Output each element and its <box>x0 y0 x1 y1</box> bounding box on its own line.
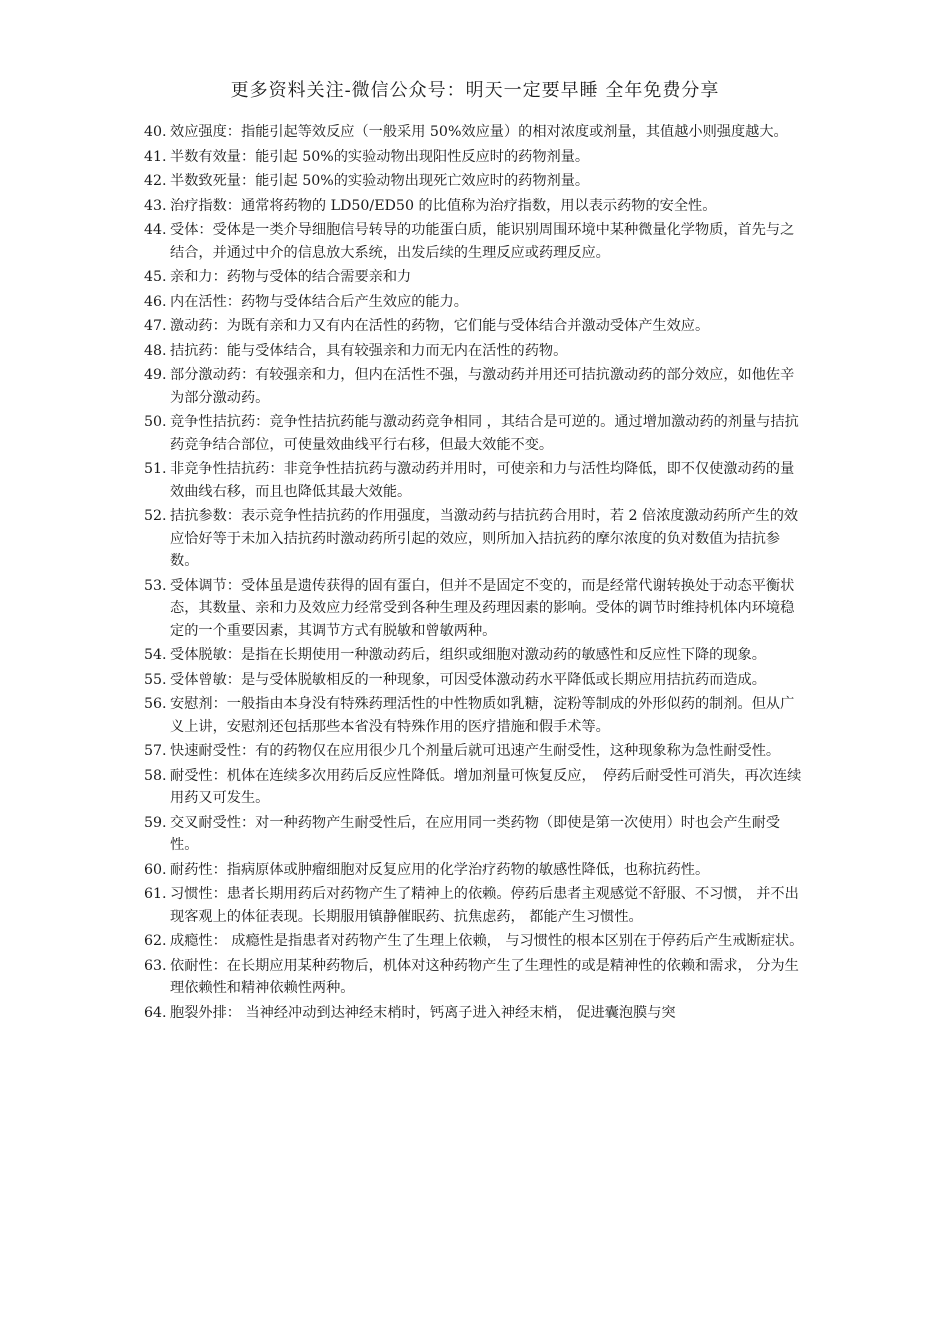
item-text: 半数致死量：能引起 50%的实验动物出现死亡效应时的药物剂量。 <box>170 173 590 189</box>
item-number: 53. <box>144 577 167 594</box>
definition-list <box>144 121 808 1026</box>
item-number: 50. <box>144 414 167 430</box>
list-item <box>144 364 808 409</box>
list-item <box>144 505 808 573</box>
item-text: 拮抗药：能与受体结合，具有较强亲和力而无内在活性的药物。 <box>170 342 568 359</box>
list-item <box>144 411 808 456</box>
item-number: 61. <box>144 886 167 902</box>
item-text: 治疗指数：通常将药物的 LD50/ED50 的比值称为治疗指数，用以表示药物的安全性。 <box>170 197 717 214</box>
item-text: 受体：受体是一类介导细胞信号转导的功能蛋白质，能识别周围环境中某种微量化学物质，首先与之结合，并通过中介的信息放大系统，出发后续的生理反应或药理反应。 <box>170 222 795 261</box>
list-item <box>144 458 808 503</box>
item-number: 45. <box>144 269 167 285</box>
item-text: 依耐性：在长期应用某种药物后，机体对这种药物产生了生理性的或是精神性的依赖和需求， 分为生理依赖性和精神依赖性两种。 <box>170 957 799 996</box>
item-number: 59. <box>144 814 167 831</box>
item-text: 习惯性：患者长期用药后对药物产生了精神上的依赖。停药后患者主观感觉不舒服、不习惯， 并不出现客观上的体征表现。长期服用镇静催眠药、抗焦虑药， 都能产生习惯性。 <box>170 886 799 925</box>
list-item <box>144 765 808 810</box>
list-item <box>144 291 808 314</box>
item-number: 62. <box>144 933 167 949</box>
item-text: 非竞争性拮抗药：非竞争性拮抗药与激动药并用时，可使亲和力与活性均降低，即不仅使激动药的量效曲线右移，而且也降低其最大效能。 <box>170 461 795 500</box>
item-number: 43. <box>144 197 167 214</box>
item-text: 内在活性：药物与受体结合后产生效应的能力。 <box>170 293 468 310</box>
item-text: 受体脱敏：是指在长期使用一种激动药后，组织或细胞对激动药的敏感性和反应性下降的现象。 <box>170 647 766 663</box>
list-item <box>144 170 808 193</box>
item-text: 成瘾性： 成瘾性是指患者对药物产生了生理上依赖， 与习惯性的根本区别在于停药后产生戒断症状。 <box>170 933 804 949</box>
list-item <box>144 859 808 882</box>
item-number: 46. <box>144 293 167 310</box>
item-text: 胞裂外排： 当神经冲动到达神经末梢时，钙离子进入神经末梢， 促进囊泡膜与突 <box>170 1004 676 1021</box>
item-number: 54. <box>144 647 167 663</box>
item-text: 快速耐受性：有的药物仅在应用很少几个剂量后就可迅速产生耐受性，这种现象称为急性耐受性。 <box>170 743 781 759</box>
list-item <box>144 340 808 363</box>
list-item <box>144 669 808 692</box>
item-number: 63. <box>144 957 167 974</box>
list-item <box>144 575 808 643</box>
list-item <box>144 1002 808 1025</box>
item-number: 55. <box>144 671 167 688</box>
item-number: 58. <box>144 767 167 784</box>
list-item <box>144 146 808 169</box>
list-item <box>144 740 808 763</box>
item-text: 半数有效量：能引起 50%的实验动物出现阳性反应时的药物剂量。 <box>170 148 590 165</box>
item-text: 交叉耐受性：对一种药物产生耐受性后，在应用同一类药物（即使是第一次使用）时也会产生耐受性。 <box>170 814 781 853</box>
list-item <box>144 219 808 264</box>
item-number: 52. <box>144 508 167 524</box>
item-number: 41. <box>144 148 167 165</box>
list-item <box>144 693 808 738</box>
item-text: 效应强度：指能引起等效反应（一般采用 50%效应量）的相对浓度或剂量，其值越小则强度越大。 <box>170 124 788 140</box>
item-number: 47. <box>144 318 167 334</box>
item-text: 部分激动药：有较强亲和力，但内在活性不强，与激动药并用还可拮抗激动药的部分效应，如他佐辛为部分激动药。 <box>170 367 795 406</box>
item-text: 亲和力：药物与受体的结合需要亲和力 <box>170 269 412 285</box>
list-item <box>144 812 808 857</box>
item-text: 安慰剂：一般指由本身没有特殊药理活性的中性物质如乳糖，淀粉等制成的外形似药的制剂。但从广义上讲，安慰剂还包括那些本省没有特殊作用的医疗措施和假手术等。 <box>170 696 795 735</box>
item-number: 44. <box>144 222 167 238</box>
list-item <box>144 195 808 218</box>
item-number: 57. <box>144 743 167 759</box>
item-number: 40. <box>144 124 167 140</box>
page-header: 更多资料关注-微信公众号：明天一定要早睡 全年免费分享 <box>230 80 720 101</box>
item-number: 49. <box>144 367 167 383</box>
list-item <box>144 883 808 928</box>
item-text: 耐药性：指病原体或肿瘤细胞对反复应用的化学治疗药物的敏感性降低，也称抗药性。 <box>170 861 710 878</box>
list-item <box>144 955 808 1000</box>
list-item <box>144 644 808 667</box>
item-text: 竞争性拮抗药：竞争性拮抗药能与激动药竞争相同 ，其结合是可逆的。通过增加激动药的剂量与拮抗药竞争结合部位，可使量效曲线平行右移，但最大效能不变。 <box>170 414 799 453</box>
item-text: 拮抗参数：表示竞争性拮抗药的作用强度，当激动药与拮抗药合用时，若 2 倍浓度激动药所产生的效应恰好等于未加入拮抗药时激动药所引起的效应，则所加入拮抗药的摩尔浓度的负对数值为拮抗参数。 <box>170 508 799 569</box>
item-number: 60. <box>144 861 167 878</box>
list-item <box>144 266 808 289</box>
item-number: 48. <box>144 342 167 359</box>
item-number: 51. <box>144 461 167 477</box>
item-text: 耐受性：机体在连续多次用药后反应性降低。增加剂量可恢复反应， 停药后耐受性可消失，再次连续用药又可发生。 <box>170 767 802 806</box>
item-number: 64. <box>144 1004 167 1021</box>
item-text: 受体调节：受体虽是遗传获得的固有蛋白，但并不是固定不变的，而是经常代谢转换处于动态平衡状态，其数量、亲和力及效应力经常受到各种生理及药理因素的影响。受体的调节时维持机体内环境稳定的一个重要因素，其调节方式有脱敏和曾敏两种。 <box>170 577 795 639</box>
item-text: 受体曾敏：是与受体脱敏相反的一种现象，可因受体激动药水平降低或长期应用拮抗药而造成。 <box>170 671 766 688</box>
item-number: 56. <box>144 696 167 712</box>
list-item <box>144 930 808 953</box>
item-text: 激动药：为既有亲和力又有内在活性的药物，它们能与受体结合并激动受体产生效应。 <box>170 318 710 334</box>
item-number: 42. <box>144 173 167 189</box>
list-item <box>144 315 808 338</box>
list-item <box>144 121 808 144</box>
